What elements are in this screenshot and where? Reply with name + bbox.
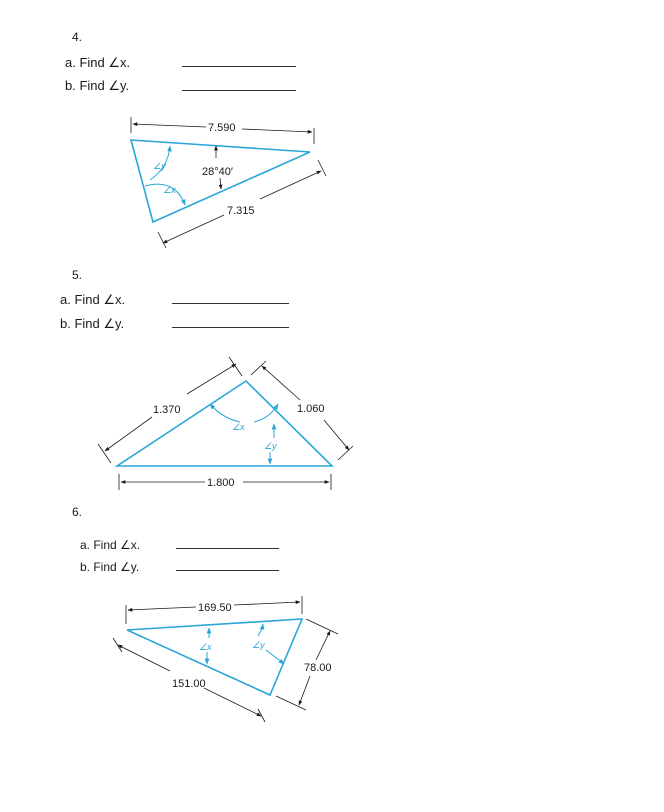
dim-6-top-line-right bbox=[234, 602, 300, 605]
problem-6-part-b: b. Find ∠y. bbox=[80, 560, 140, 574]
dim-6-right-line-upper bbox=[316, 631, 330, 660]
dim-4-bottom-line-left bbox=[163, 215, 224, 243]
dim-5-right: 1.060 bbox=[297, 403, 325, 415]
dim-4-bottom: 7.315 bbox=[227, 205, 255, 217]
dim-6-bottom-line-left bbox=[118, 645, 170, 671]
dim-5-left: 1.370 bbox=[153, 404, 181, 416]
dim-4-top-line-right bbox=[242, 129, 312, 132]
triangle-5 bbox=[117, 381, 332, 466]
dim-4-bottom-line-right bbox=[260, 171, 321, 199]
dim-6-bottom-line-right bbox=[204, 688, 261, 716]
dim-4-top-line-left bbox=[133, 124, 206, 127]
figure-4 bbox=[131, 117, 326, 248]
problem-4-number: 4. bbox=[72, 30, 83, 44]
dim-6-right-line-lower bbox=[299, 676, 310, 705]
angle-4-x-label: ∠x bbox=[163, 185, 176, 195]
problem-5-number: 5. bbox=[72, 268, 83, 282]
dim-6-bottom: 151.00 bbox=[172, 678, 206, 690]
dim-5-left-line-upper bbox=[187, 364, 236, 394]
problem-4-part-a: a. Find ∠x. bbox=[65, 55, 131, 70]
dim-4-angle: 28°40′ bbox=[202, 166, 233, 178]
problem-6-part-a: a. Find ∠x. bbox=[80, 538, 141, 552]
dim-6-right: 78.00 bbox=[304, 662, 332, 674]
dim-4-top: 7.590 bbox=[208, 122, 236, 134]
problem-4-part-b: b. Find ∠y. bbox=[65, 78, 130, 93]
dim-5-right-line-lower bbox=[324, 420, 349, 450]
dim-6-top-line-left bbox=[128, 607, 196, 610]
angle-5-x-label: ∠x bbox=[232, 422, 245, 432]
angle-5-y-label: ∠y bbox=[264, 441, 277, 451]
problem-5-part-b: b. Find ∠y. bbox=[60, 316, 125, 331]
angle-6-y-label: ∠y bbox=[252, 640, 265, 650]
dim-5-bottom: 1.800 bbox=[207, 477, 235, 489]
dim-5-right-line-upper bbox=[262, 366, 300, 400]
angle-4-y-label: ∠y bbox=[153, 161, 166, 171]
figure-6 bbox=[113, 596, 338, 722]
dim-5-left-line-lower bbox=[105, 417, 152, 451]
figure-5 bbox=[98, 357, 353, 490]
angle-6-x-label: ∠x bbox=[199, 642, 212, 652]
problem-6-number: 6. bbox=[72, 505, 83, 519]
problem-5-part-a: a. Find ∠x. bbox=[60, 292, 126, 307]
dim-6-top: 169.50 bbox=[198, 602, 232, 614]
